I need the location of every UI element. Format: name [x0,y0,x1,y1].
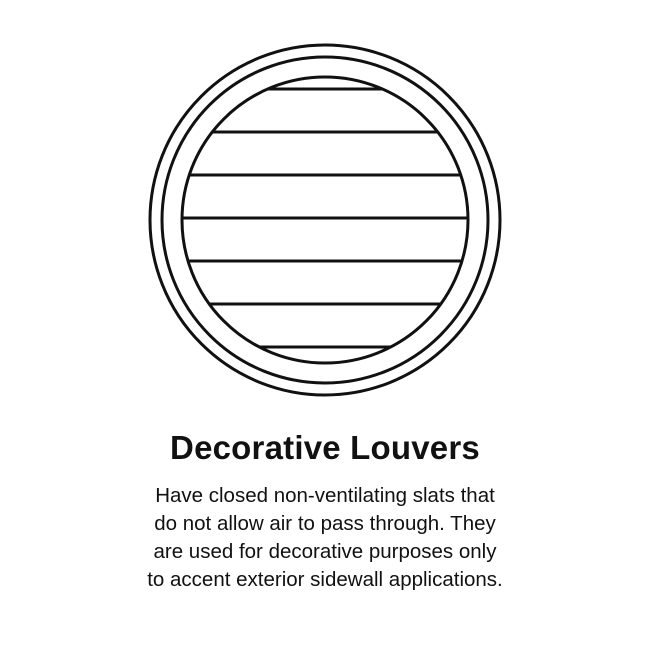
description-line-1: Have closed non-ventilating slats that [155,484,495,507]
description-line-2: do not allow air to pass through. They [154,512,496,535]
description-line-4: to accent exterior sidewall applications. [147,568,503,591]
inner-frame-ring [162,57,488,383]
louver-slats [150,89,500,347]
product-title: Decorative Louvers [170,429,480,466]
product-description [95,482,555,594]
description-line-3: are used for decorative purposes only [153,540,497,563]
slat-area-border [182,77,468,363]
outer-frame-ring [150,45,500,395]
